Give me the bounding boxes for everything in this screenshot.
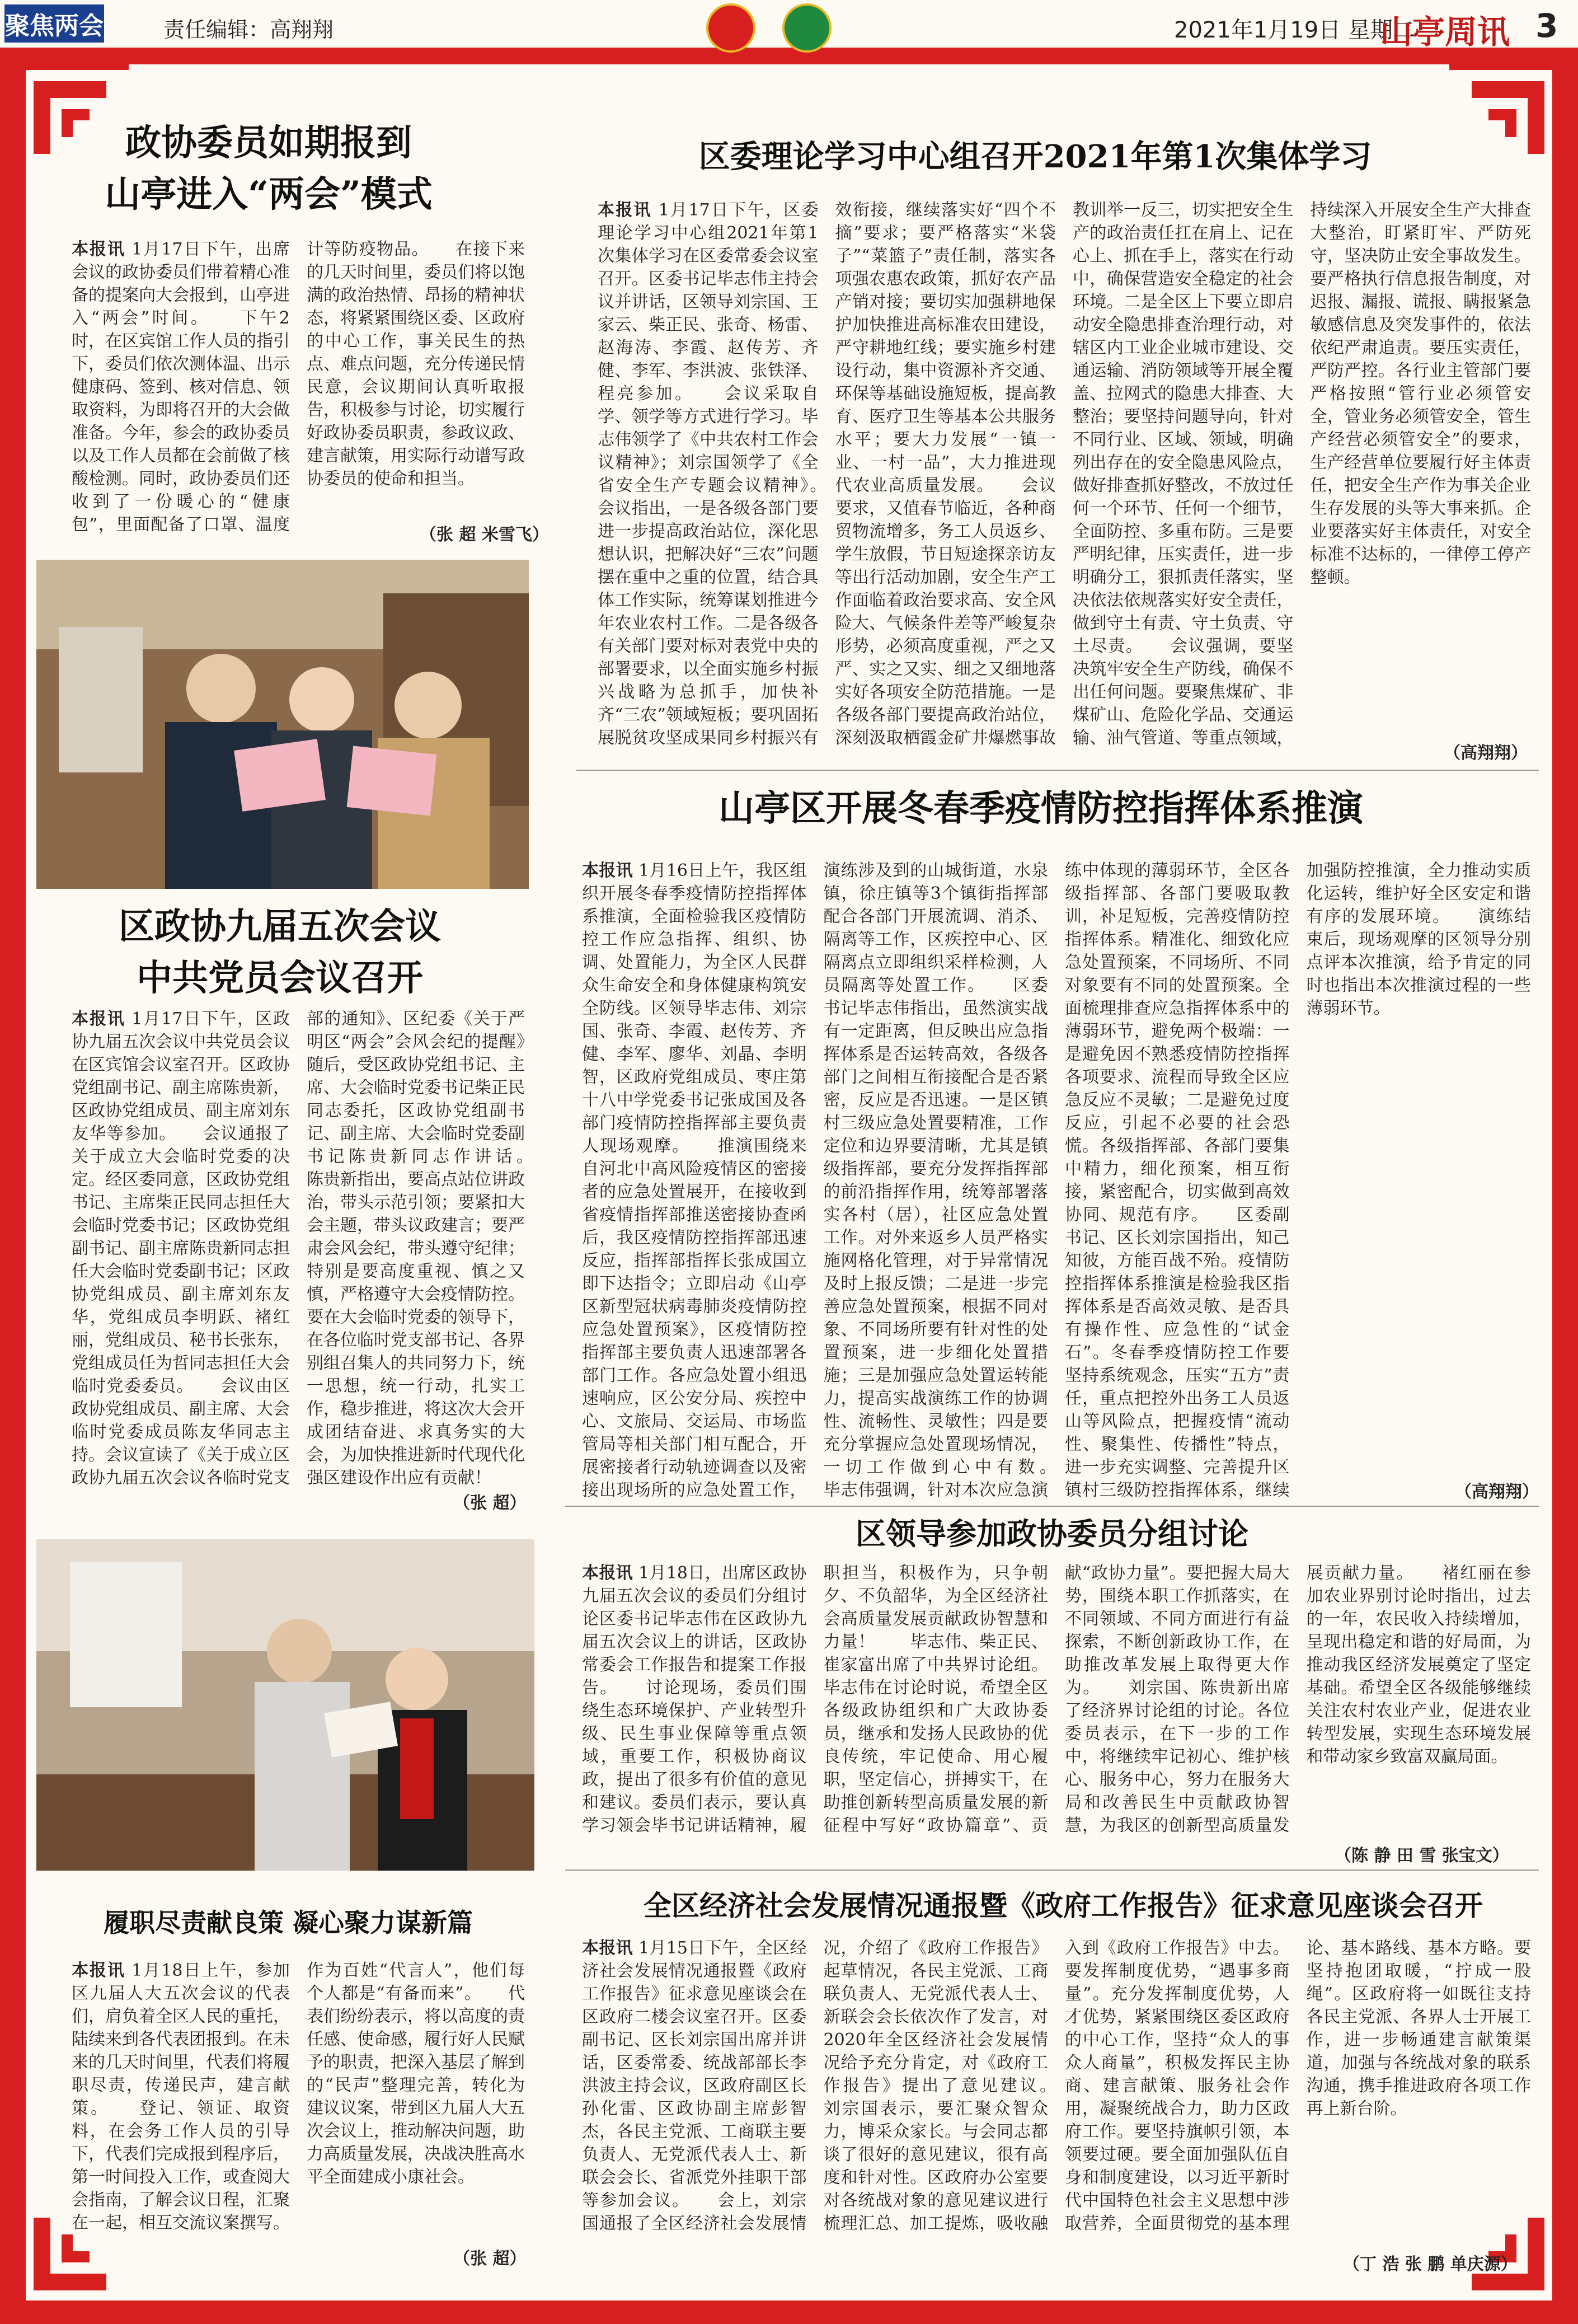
article-4-lead: 本报讯	[582, 861, 633, 880]
article-1-byline: （张 超 米雪飞）	[420, 525, 549, 545]
article-3-headline	[62, 901, 498, 1004]
article-3-byline: （张 超）	[453, 1493, 527, 1513]
article-4-byline: （高翔翔）	[1455, 1482, 1539, 1502]
article-7-headline: 全区经济社会发展情况通报暨《政府工作报告》征求意见座谈会召开	[644, 1889, 1483, 1922]
frame-border-bottom	[0, 2300, 1578, 2324]
article-5-byline: （陈 静 田 雪 张宝文）	[1335, 1846, 1509, 1866]
article-7-byline: （丁 浩 张 鹏 单庆源）	[1343, 2255, 1518, 2274]
article-6-lead: 本报讯	[72, 1961, 125, 1980]
page-number: 3	[1535, 7, 1558, 45]
article-6-body	[72, 1959, 525, 2250]
article-5-text: 1月18日，出席区政协九届五次会议的委员们分组讨论区委书记毕志伟在区政协九届五次会议上的讲话，区政协常委会工作报告和提案工作报告。 讨论现场，委员们围绕生态环境保护、产业转型升级、民生事业保障等重点领域，重要工作，积极协商议政，提出了很多有价值的意见和建议。委员们表示，要认真学习领会毕书记讲话精神，履职担当，积极作为，只争朝夕、不负韶华，为全区经济社会高质量发展贡献政协智慧和力量！ 毕志伟、柴正民、崔家富出席了中共界讨论组。毕志伟在讨论时说，希望全区各级政协组织和广大政协委员，继承和发扬人民政协的优良传统，牢记使命、用心履职，坚定信心，拼搏实干，在助推创新转型高质量发展的新征程中写好“政协篇章”、贡献“政协力量”。要把握大局大势，围绕本职工作抓落实，在不同领域、不同方面进行有益探索，不断创新政协工作，在助推改革发展上取得更大作为。 刘宗国、陈贵新出席了经济界讨论组的讨论。各位委员表示，在下一步的工作中，将继续牢记初心、维护核心、服务中心，努力在服务大局和改善民生中贡献政协智慧，为我区的创新型高质量发展贡献力量。 褚红丽在参加农业界别讨论时指出，过去的一年，农民收入持续增加，呈现出稳定和谐的好局面，为推动我区经济发展奠定了坚定基础。希望全区各级能够继续关注农村农业产业，促进农业转型发展，实现生态环境发展和带动家乡致富双赢局面。	[582, 1563, 1531, 1835]
masthead-logo: 山亭周讯	[1380, 13, 1510, 51]
section-divider	[576, 770, 1539, 771]
article-3-text: 1月17日下午，区政协九届五次会议中共党员会议在区宾馆会议室召开。区政协党组副书记、副主席陈贵新，区政协党组成员、副主席刘东友华等参加。 会议通报了关于成立大会临时党委的决定。经区委同意，区政协党组书记、主席柴正民同志担任大会临时党委书记；区政协党组副书记、副主席陈贵新同志担任大会临时党委副书记；区政协党组成员、副主席刘东友华，党组成员李明跃、褚红丽，党组成员、秘书长张东，党组成员任为哲同志担任大会临时党委委员。 会议由区政协党组成员、副主席、大会临时党委成员陈友华同志主持。会议宣读了《关于成立区政协九届五次会议各临时党支部的通知》、区纪委《关于严明区“两会”会风会纪的提醒》随后，受区政协党组书记、主席、大会临时党委书记柴正民同志委托，区政协党组副书记、副主席、大会临时党委副书记陈贵新同志作讲话。 陈贵新指出，要高点站位讲政治，带头示范引领；要紧扣大会主题，带头议政建言；要严肃会风会纪，带头遵守纪律；特别是要高度重视、慎之又慎，严格遵守大会疫情防控。要在大会临时党委的领导下，在各位临时党支部书记、各界别组召集人的共同努力下，统一思想，统一行动，扎实工作，稳步推进，将这次大会开成团结奋进、求真务实的大会，为加快推进新时代现代化强区建设作出应有贡献！	[72, 1009, 558, 1488]
article-2-headline: 区委理论学习中心组召开2021年第1次集体学习	[698, 138, 1372, 175]
article-7-lead: 本报讯	[582, 1938, 633, 1958]
article-6-byline: （张 超）	[453, 2249, 527, 2269]
article-4-headline: 山亭区开展冬春季疫情防控指挥体系推演	[718, 788, 1363, 830]
article-1-headline-line1: 政协委员如期报到	[125, 122, 412, 164]
article-1-headline-line2: 山亭进入“两会”模式	[105, 174, 433, 215]
article-3-lead: 本报讯	[72, 1009, 125, 1029]
page-header	[0, 0, 1578, 51]
article-7-body	[582, 1937, 1531, 2250]
section-divider-3	[565, 1869, 1539, 1871]
article-2-body	[598, 199, 1531, 758]
article-1-text: 1月17日下午，出席会议的政协委员们带着精心准备的提案向大会报到，山亭进入“两会”时间。 下午2时，在区宾馆工作人员的指引下，委员们依次测体温、出示健康码、签到、核对信息、领取资料，为即将召开的大会做准备。今年，参会的政协委员以及工作人员都在会前做了核酸检测。同时，政协委员们还收到了一份暖心的“健康包”，里面配备了口罩、温度计等防疫物品。 在接下来的几天时间里，委员们将以饱满的政治热情、昂扬的精神状态，将紧紧围绕区委、区政府的中心工作，事关民生的热点、难点问题，充分传递民情民意，会议期间认真听取报告，积极参与讨论，切实履行好政协委员职责，参政议政、建言献策，用实际行动谱写政协委员的使命和担当。	[72, 240, 525, 535]
cppcc-emblem-icon	[782, 3, 832, 53]
frame-border-right	[1552, 48, 1578, 2324]
article-5-headline: 区领导参加政协委员分组讨论	[856, 1516, 1248, 1552]
article-3-body	[72, 1008, 558, 1500]
article-1-body	[72, 238, 525, 551]
issue-date: 2021年1月19日 星期二	[1174, 17, 1415, 43]
section-divider-2	[565, 1506, 1539, 1507]
article-5-lead: 本报讯	[582, 1563, 633, 1583]
frame-border-top	[0, 48, 1578, 64]
section-tag: 聚焦两会	[4, 4, 104, 43]
article-2-text: 1月17日下午，区委理论学习中心组2021年第1次集体学习在区委常委会议室召开。区委书记毕志伟主持会议并讲话，区领导刘宗国、王家云、柴正民、张奇、杨雷、赵海涛、李霞、赵传芳、齐健、李军、李洪波、张铁泽、程亮参加。 会议采取自学、领学等方式进行学习。毕志伟领学了《中共农村工作会议精神》；刘宗国领学了《全省安全生产专题会议精神》。 会议指出，一是各级各部门要进一步提高政治站位，深化思想认识，把解决好“三农”问题摆在重中之重的位置，结合具体工作实际，统筹谋划推进今年农业农村工作。二是各级各有关部门要对标对表党中央的部署要求，以全面实施乡村振兴战略为总抓手，加快补齐“三农”领域短板；要巩固拓展脱贫攻坚成果同乡村振兴有效衔接，继续落实好“四个不摘”要求；要严格落实“米袋子”“菜篮子”责任制，落实各项强农惠农政策，抓好农产品产销对接；要切实加强耕地保护加快推进高标准农田建设，严守耕地红线；要实施乡村建设行动，集中资源补齐交通、环保等基础设施短板，提高教育、医疗卫生等基本公共服务水平；要大力发展“一镇一业、一村一品”，大力推进现代农业高质量发展。 会议要求，又值春节临近，各种商贸物流增多，务工人员返乡、学生放假，节日短途探亲访友等出行活动加剧，安全生产工作面临着政治要求高、安全风险大、气候条件差等严峻复杂形势，必须高度重视，严之又严、实之又实、细之又细地落实好各项安全防范措施。一是各级各部门要提高政治站位，深刻汲取栖霞金矿井爆燃事故教训举一反三，切实把安全生产的政治责任扛在肩上、记在心上、抓在手上，落实在行动中，确保营造安全稳定的社会环境。二是全区上下要立即启动安全隐患排查治理行动，对辖区内工业企业城市建设、交通运输、消防领域等开展全覆盖、拉网式的隐患大排查、大整治；要坚持问题导向，针对不同行业、区域、领域，明确列出存在的安全隐患风险点，做好排查抓好整改，不放过任何一个环节、任何一个细节，全面防控、多重布防。三是要严明纪律，压实责任，进一步明确分工，狠抓责任落实，坚决依法依规落实好安全责任，做到守土有责、守土负责、守土尽责。 会议强调，要坚决筑牢安全生产防线，确保不出任何问题。要聚焦煤矿、非煤矿山、危险化学品、交通运输、油气管道、等重点领域，持续深入开展安全生产大排查大整治，盯紧盯牢、严防死守，坚决防止安全事故发生。要严格执行信息报告制度，对迟报、漏报、谎报、瞒报紧急敏感信息及突发事件的，依法依纪严肃追责。要压实责任，严防严控。各行业主管部门要严格按照“管行业必须管安全，管业务必须管安全，管生产经营必须管安全”的要求，生产经营单位要履行好主体责任，把安全生产作为事关企业生存发展的头等大事来抓。企业要落实好主体责任，对安全标准不达标的，一律停工停产整顿。	[598, 200, 1531, 748]
article-1-headline	[67, 118, 470, 221]
article-7-text: 1月15日下午，全区经济社会发展情况通报暨《政府工作报告》征求意见座谈会在区政府二楼会议室召开。区委副书记、区长刘宗国出席并讲话，区委常委、统战部部长李洪波主持会议，区政府副区长孙化雷、区政协副主席彭智杰，各民主党派、工商联主要负责人、无党派代表人士、新联会会长、省派党外挂职干部等参加会议。 会上，刘宗国通报了全区经济社会发展情况，介绍了《政府工作报告》起草情况，各民主党派、工商联负责人、无党派代表人士、新联会会长依次作了发言，对2020年全区经济社会发展情况给予充分肯定，对《政府工作报告》提出了意见建议。 刘宗国表示，要汇聚众智众力，博采众家长。与会同志都谈了很好的意见建议，很有高度和针对性。区政府办公室要对各统战对象的意见建议进行梳理汇总、加工提炼，吸收融入到《政府工作报告》中去。要发挥制度优势，“遇事多商量”。充分发挥制度优势，人才优势，紧紧围绕区委区政府的中心工作，坚持“众人的事众人商量”，积极发挥民主协商、建言献策、服务社会作用，凝聚统战合力，助力区政府工作。要坚持旗帜引领，本领要过硬。要全面加强队伍自身和制度建设，以习近平新时代中国特色社会主义思想中涉取营养，全面贯彻党的基本理论、基本路线、基本方略。要坚持抱团取暖，“拧成一股绳”。区政府将一如既往支持各民主党派、各界人士开展工作，进一步畅通建言献策渠道，加强与各统战对象的联系沟通，携手推进政府各项工作再上新台阶。	[582, 1938, 1531, 2233]
article-2-lead: 本报讯	[598, 200, 652, 220]
frame-border-left	[0, 48, 26, 2324]
article-1-lead: 本报讯	[72, 240, 125, 259]
article-3-headline-line2: 中共党员会议召开	[137, 957, 423, 999]
article-1-photo	[36, 560, 529, 889]
article-3-headline-line1: 区政协九届五次会议	[119, 906, 441, 948]
article-3-photo	[36, 1539, 534, 1871]
article-4-text: 1月16日上午，我区组织开展冬春季疫情防控指挥体系推演，全面检验我区疫情防控工作应急指挥、组织、协调、处置能力，为全区人民群众生命安全和身体健康构筑安全防线。区领导毕志伟、刘宗国、张奇、李霞、赵传芳、齐健、李军、廖华、刘晶、李明智，区政府党组成员、枣庄第十八中学党委书记张成国及各部门疫情防控指挥部主要负责人现场观摩。 推演围绕来自河北中高风险疫情区的密接者的应急处置展开，在接收到省疫情指挥部推送密接协查函后，我区疫情防控指挥部迅速反应，指挥部指挥长张成国立即下达指令；立即启动《山亭区新型冠状病毒肺炎疫情防控应急处置预案》，区疫情防控指挥部主要负责人迅速部署各部门工作。各应急处置小组迅速响应，区公安分局、疾控中心、文旅局、交运局、市场监管局等相关部门相互配合，开展密接者行动轨迹调查以及密接出现场所的应急处置工作，演练涉及到的山城街道，水泉镇，徐庄镇等3个镇街指挥部配合各部门开展流调、消杀、隔离等工作，区疾控中心、区隔离点立即组织采样检测，人员隔离等处置工作。 区委书记毕志伟指出，虽然演实战有一定距离，但反映出应急指挥体系是否运转高效，各级各部门之间相互衔接配合是否紧密，反应是否迅速。一是区镇村三级应急处置要精准，工作定位和边界要清晰，尤其是镇级指挥部，要充分发挥指挥部的前沿指挥作用，统筹部署落实各村（居），社区应急处置工作。对外来返乡人员严格实施网格化管理，对于异常情况及时上报反馈；二是进一步完善应急处置预案，根据不同对象、不同场所要有针对性的处置预案，进一步细化处置措施；三是加强应急处置运转能力，提高实战演练工作的协调性、流畅性、灵敏性；四是要充分掌握应急处置现场情况，一切工作做到心中有数。 毕志伟强调，针对本次应急演练中体现的薄弱环节，全区各级指挥部、各部门要吸取教训，补足短板，完善疫情防控指挥体系。精准化、细致化应急处置预案，不同场所、不同对象要有不同的处置预案。全面梳理排查应急指挥体系中的薄弱环节，避免两个极端：一是避免因不熟悉疫情防控指挥各项要求、流程而导致全区应急反应不灵敏；二是避免过度反应，引起不必要的社会恐慌。各级指挥部、各部门要集中精力，细化预案，相互衔接，紧密配合，切实做到高效协同、规范有序。 区委副书记、区长刘宗国指出，知己知彼，方能百战不殆。疫情防控指挥体系推演是检验我区指挥体系是否高效灵敏、是否具有操作性、应急性的“试金石”。冬春季疫情防控工作要坚持系统观念，压实“五方”责任，重点把控外出务工人员返山等风险点，把握疫情“流动性、聚集性、传播性”特点，进一步充实调整、完善提升区镇村三级防控指挥体系，继续加强防控推演，全力推动实质化运转，维护好全区安定和谐有序的发展环境。 演练结束后，现场观摩的区领导分别点评本次推演，给予肯定的同时也指出本次推演过程的一些薄弱环节。	[582, 861, 1531, 1500]
article-6-text: 1月18日上午，参加区九届人大五次会议的代表们，肩负着全区人民的重托，陆续来到各代表团报到。在未来的几天时间里，代表们将履职尽责，传递民声，建言献策。 登记、领证、取资料，在会务工作人员的引导下，代表们完成报到程序后，第一时间投入工作，或查阅大会指南，了解会议日程，汇聚在一起，相互交流议案撰写。作为百姓“代言人”，他们每个人都是“有备而来”。 代表们纷纷表示，将以高度的责任感、使命感，履行好人民赋予的职责，把深入基层了解到的“民声”整理完善，转化为建议议案，带到区九届人大五次会议上，推动解决问题，助力高质量发展，决战决胜高水平全面建成小康社会。	[72, 1961, 525, 2233]
article-2-byline: （高翔翔）	[1444, 743, 1528, 763]
article-4-body	[582, 859, 1531, 1503]
article-6-headline: 履职尽责献良策 凝心聚力谋新篇	[103, 1908, 473, 1938]
national-emblem-icon	[706, 3, 755, 53]
article-5-body	[582, 1562, 1531, 1853]
editor-credit: 责任编辑：高翔翔	[163, 17, 334, 42]
